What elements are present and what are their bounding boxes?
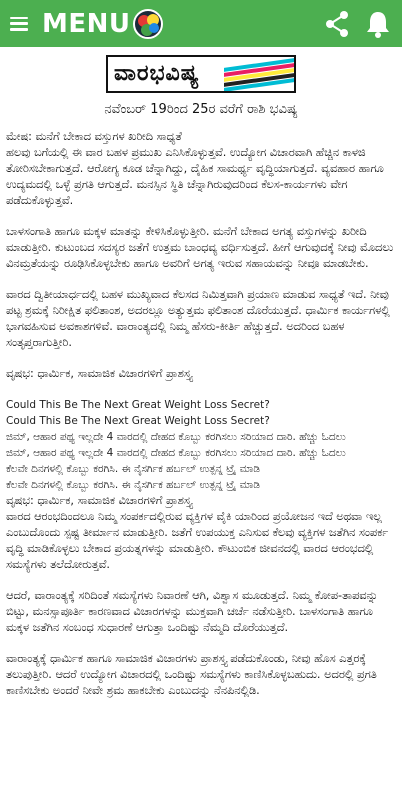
ad-line-1[interactable]: Could This Be The Next Great Weight Loss Secret? (6, 399, 270, 411)
ad-line-2[interactable]: Could This Be The Next Great Weight Loss Secret? (6, 415, 270, 427)
banner-stripes (224, 57, 294, 91)
paragraph-7 (6, 651, 396, 699)
article-subtitle: ನವೆಂಬರ್ 19ರಿಂದ 25ರ ವರೆಗೆ ರಾಶಿ ಭವಿಷ್ಯ (104, 102, 298, 117)
paragraph-2 (6, 224, 396, 272)
paragraph-1 (6, 129, 396, 209)
paragraph-1-text: ಮೇಷ: ಮನೆಗೆ ಬೇಕಾದ ವಸ್ತುಗಳ ಖರೀದಿ ಸಾಧ್ಯತೆ ಹಲವು ಬಗೆಯಲ್ಲಿ ಈ ವಾರ ಬಹಳ ಪ್ರಮುಖ ಎನಿಸಿಕೊಳ್ಳುತ್ತವೆ. ಉದ್ಯೋಗ ವಿಚಾರವಾಗಿ ಹೆಚ್ಚಿನ ಕಾಳಜಿ ತೋರಿಸಬೇಕಾಗುತ್ತದೆ. ಆರೋಗ್ಯ ಕೂಡ ಚೆನ್ನಾಗಿದ್ದು, ದೈಹಿಕ ಸಾಮರ್ಥ್ಯ ವೃದ್ಧಿಯಾಗುತ್ತದೆ. ವ್ಯವಹಾರ ಹಾಗೂ ಉದ್ಯಮದಲ್ಲಿ ಒಳ್ಳೆ ಪ್ರಗತಿ ಆಗುತ್ತದೆ. ಮನಸ್ಸಿನ ಸ್ಥಿತಿ ಚೆನ್ನಾಗಿರುವುದರಿಂದ ಕೆಲಸ-ಕಾರ್ಯಗಳು ವೇಗ ಪಡೆದುಕೊಳ್ಳುತ್ತವೆ. (6, 130, 384, 207)
paragraph-3 (6, 287, 396, 351)
hamburger-icon[interactable] (10, 17, 28, 31)
logo-text: MENU (42, 8, 131, 39)
paragraph-5-text: ವೃಷಭ: ಧಾರ್ಮಿಕ, ಸಾಮಾಜಿಕ ವಿಚಾರಗಳಿಗೆ ಪ್ರಾಶಸ್ತ್ಯ ವಾರದ ಆರಂಭದಿಂದಲೂ ನಿಮ್ಮ ಸಂಪರ್ಕದಲ್ಲಿರುವ ವ್ಯಕ್ತಿಗಳ ವೈಕಿ ಯಾರಿಂದ ಪ್ರಯೋಜನ ಇದೆ ಅಥವಾ ಇಲ್ಲ ಎಂಬುದೊಂದು ಸ್ಪಷ್ಟ ತೀರ್ಮಾನ ಮಾಡುತ್ತೀರಿ. ಜತೆಗೆ ಉಪಯುಕ್ತ ಎನಿಸುವ ಕೆಲವು ವ್ಯಕ್ತಿಗಳ ಜತೆಗಿನ ಸಂಪರ್ಕ ವೃದ್ಧಿ ಮಾಡಿಕೊಳ್ಳಲು ಬೇಕಾದ ಪ್ರಯತ್ನಗಳನ್ನು ಮಾಡುತ್ತೀರಿ. ಕೌಟುಂಬಿಕ ಜೀವನದಲ್ಲಿ ವಾರದ ಆರಂಭದಲ್ಲಿ ಸಮಸ್ಯೆಗಳು ತಲೆದೋರುತ್ತವೆ. (6, 494, 389, 571)
paragraph-6 (6, 588, 396, 636)
paragraph-4 (6, 366, 396, 382)
ad-line-4[interactable]: ಜಿಮ್, ಆಹಾರ ಪಥ್ಯ ಇಲ್ಲದೇ 4 ವಾರದಲ್ಲಿ ದೇಹದ ಕೊಬ್ಬು ಕರಗಿಸಲು ಸರಿಯಾದ ದಾರಿ. ಹೆಚ್ಚು ಓದಲು (6, 447, 346, 459)
ad-block[interactable] (6, 397, 396, 493)
paragraph-2-text: ಬಾಳಸಂಗಾತಿ ಹಾಗೂ ಮಕ್ಕಳ ಮಾತನ್ನು ಕೇಳಿಸಿಕೊಳ್ಳುತ್ತೀರಿ. ಮನೆಗೆ ಬೇಕಾದ ಅಗತ್ಯ ವಸ್ತುಗಳನ್ನು ಖರೀದಿ ಮಾಡುತ್ತೀರಿ. ಕುಟುಂಬದ ಸದಸ್ಯರ ಜತೆಗೆ ಉತ್ತಮ ಬಾಂಧವ್ಯ ವರ್ಧಿಸುತ್ತದೆ. ಹೀಗೆ ಆಗುವುದಕ್ಕೆ ನೀವು ಮೊದಲು ವಿನಮ್ರತೆಯನ್ನು ರೂಢಿಸಿಕೊಳ್ಳಬೇಕು ಹಾಗೂ ಅವರಿಗೆ ಅಗತ್ಯ ಇರುವ ಸಹಾಯವನ್ನು ನೀವೂ ಮಾಡಬೇಕು. (6, 225, 394, 270)
paragraph-5 (6, 493, 396, 573)
paragraph-3-text: ವಾರದ ದ್ವಿತೀಯಾರ್ಧದಲ್ಲಿ ಬಹಳ ಮುಖ್ಯವಾದ ಕೆಲಸದ ನಿಮಿತ್ತವಾಗಿ ಪ್ರಯಾಣ ಮಾಡುವ ಸಾಧ್ಯತೆ ಇದೆ. ನೀವು ಪಟ್ಟ ಶ್ರಮಕ್ಕೆ ನಿರೀಕ್ಷಿತ ಫಲಿತಾಂಶ, ಅದರಲ್ಲೂ ಅತ್ಯುತ್ತಮ ಫಲಿತಾಂಶ ದೊರೆಯುತ್ತದೆ. ಧಾರ್ಮಿಕ ಕಾರ್ಯಗಳಲ್ಲಿ ಭಾಗವಹಿಸುವ ಅವಕಾಶಗಳಿವೆ. ವಾರಾಂತ್ಯದಲ್ಲಿ ನಿಮ್ಮ ಹೆಸರು-ಕೀರ್ತಿ ಹೆಚ್ಚುತ್ತದೆ. ಅದರಿಂದ ಬಹಳ ಸಂತೃಪ್ತರಾಗುತ್ತೀರಿ. (6, 288, 390, 349)
app-bar (0, 0, 402, 47)
paragraph-4-text: ವೃಷಭ: ಧಾರ್ಮಿಕ, ಸಾಮಾಜಿಕ ವಿಚಾರಗಳಿಗೆ ಪ್ರಾಶಸ್ತ್ಯ (6, 367, 192, 380)
article-content (0, 47, 402, 699)
ad-line-6[interactable]: ಕೆಲವೇ ದಿನಗಳಲ್ಲಿ ಕೊಬ್ಬು ಕರಗಿಸಿ. ಈ ನೈಸರ್ಗಿಕ ಹರ್ಬಲ್ ಉತ್ಪನ್ನ ಟ್ರೈ ಮಾಡಿ (6, 479, 260, 491)
logo-badge-icon (133, 9, 163, 39)
ad-line-3[interactable]: ಜಿಮ್, ಆಹಾರ ಪಥ್ಯ ಇಲ್ಲದೇ 4 ವಾರದಲ್ಲಿ ದೇಹದ ಕೊಬ್ಬು ಕರಗಿಸಲು ಸರಿಯಾದ ದಾರಿ. ಹೆಚ್ಚು ಓದಲು (6, 431, 346, 443)
app-logo[interactable] (42, 9, 163, 39)
paragraph-6-text: ಆದರೆ, ವಾರಾಂತ್ಯಕ್ಕೆ ಸರಿದಿಂತೆ ಸಮಸ್ಯೆಗಳು ನಿವಾರಣೆ ಆಗಿ, ವಿಶ್ವಾಸ ಮೂಡುತ್ತದೆ. ನಿಮ್ಮ ಕೋಪ-ತಾಪವನ್ನು ಬಿಟ್ಟು, ಮನಸ್ಸಾಪೂರ್ತಿ ಕಾರಣವಾದ ವಿಚಾರಗಳನ್ನು ಮುಕ್ತವಾಗಿ ಚರ್ಚೆ ನಡೆಸುತ್ತೀರಿ. ಬಾಳಸಂಗಾತಿ ಹಾಗೂ ಮಕ್ಕಳ ಜತೆಗಿನ ಸಂಬಂಧ ಸುಧಾರಣೆ ಆಗುತ್ತಾ ಒಂದಿಷ್ಟು ನೆಮ್ಮದಿ ದೊರೆಯುತ್ತದೆ. (6, 589, 378, 634)
banner (106, 55, 296, 93)
bell-icon[interactable] (364, 9, 392, 39)
banner-title: ವಾರಭವಿಷ್ಯ (114, 61, 200, 86)
share-icon[interactable] (322, 9, 352, 39)
ad-line-5[interactable]: ಕೆಲವೇ ದಿನಗಳಲ್ಲಿ ಕೊಬ್ಬು ಕರಗಿಸಿ. ಈ ನೈಸರ್ಗಿಕ ಹರ್ಬಲ್ ಉತ್ಪನ್ನ ಟ್ರೈ ಮಾಡಿ (6, 463, 260, 475)
paragraph-7-text: ವಾರಾಂತ್ಯಕ್ಕೆ ಧಾರ್ಮಿಕ ಹಾಗೂ ಸಾಮಾಜಿಕ ವಿಚಾರಗಳು ಪ್ರಾಶಸ್ತ್ಯ ಪಡೆದುಕೊಂಡು, ನೀವು ಹೊಸ ಎತ್ತರಕ್ಕೆ ತಲುಪುತ್ತೀರಿ. ಆದರೆ ಉದ್ಯೋಗ ವಿಚಾರದಲ್ಲಿ ಒಂದಿಷ್ಟು ಸಮಸ್ಯೆಗಳು ಕಾಣಿಸಿಕೊಳ್ಳಬಹುದು. ಅದರಲ್ಲಿ ಪ್ರಗತಿ ಕಾಣಿಸಬೇಕು ಅಂದರೆ ನೀವೇ ಶ್ರಮ ಹಾಕಬೇಕು ಎಂಬುದನ್ನು ನೆನಪಿನಲ್ಲಿಡಿ. (6, 652, 377, 697)
